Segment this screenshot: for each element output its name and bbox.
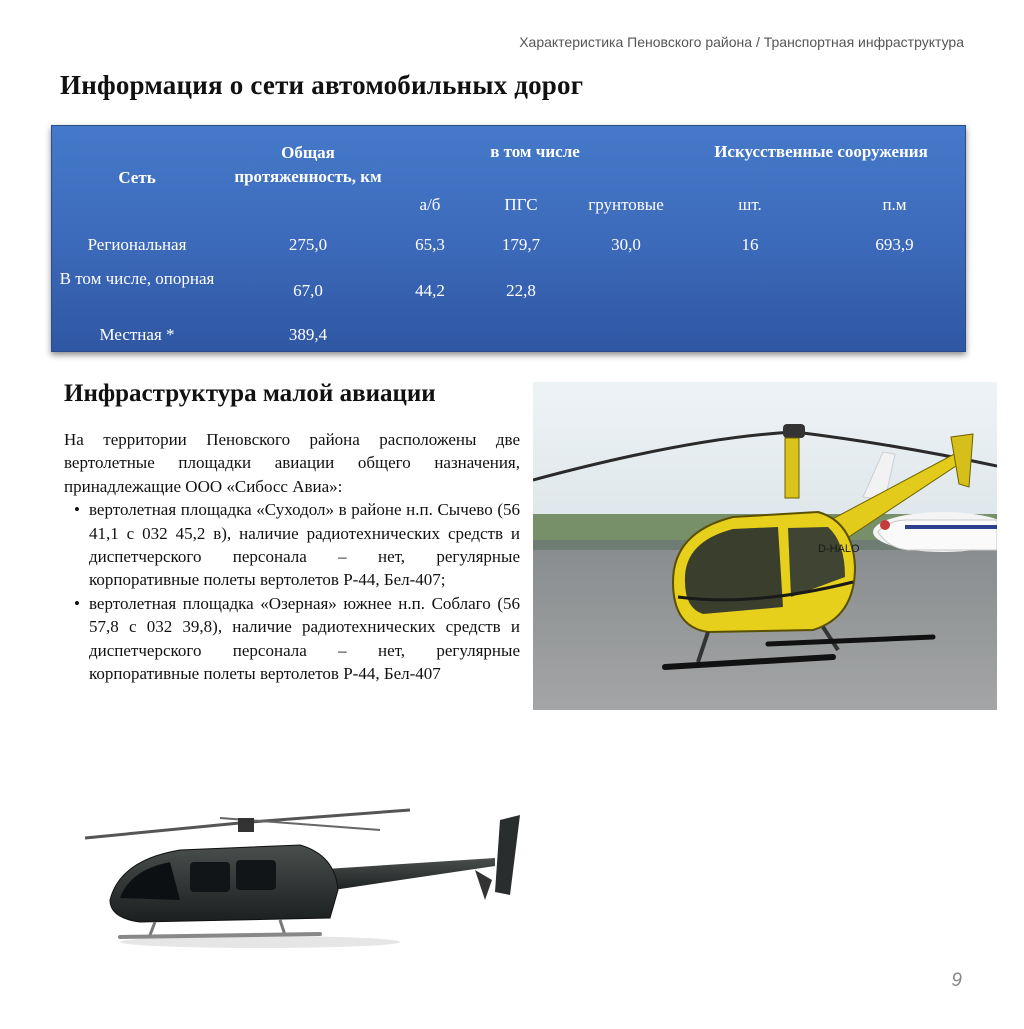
row-pgs: 22,8 [506,281,536,300]
row-ab: 65,3 [415,235,445,254]
row-name: В том числе, опорная [59,269,215,288]
row-pgs: 179,7 [501,235,541,254]
page-number: 9 [951,970,962,991]
aviation-title: Инфраструктура малой авиации [64,380,436,407]
row-pm: 693,9 [875,235,914,254]
header-sht: шт. [738,195,762,214]
header-network: Сеть [118,168,156,187]
roads-title: Информация о сети автомобильных дорог [60,70,584,100]
yellow-helicopter-photo [533,382,997,710]
header-gruntovye: грунтовые [588,195,664,214]
list-item: • вертолетная площадка «Суходол» в районе н.п. Сычево (56 41,1 с 032 45,2 в), наличие радиотехнических средств и диспетчерского персонала – нет, регулярные корпоративные полеты вертолетов Р-44, Бел-407; [64,498,520,592]
header-group-including: в том числе [490,142,580,161]
breadcrumb: Характеристика Пеновского района / Транспортная инфраструктура [519,34,964,50]
row-name: Местная * [99,325,175,344]
header-total-length: Общая протяженность, км [234,143,382,186]
row-sht: 16 [741,235,759,254]
roads-table [51,125,966,352]
row-name: Региональная [87,235,187,254]
svg-text:D-HALO: D-HALO [818,543,860,555]
header-pgs: ПГС [504,195,538,214]
black-helicopter-photo [80,800,540,950]
header-group-structures: Искусственные сооружения [714,142,928,161]
row-total: 67,0 [293,281,323,300]
row-total: 389,4 [288,325,328,344]
helipad-list [64,498,520,685]
list-item: • вертолетная площадка «Озерная» южнее н.п. Соблаго (56 57,8 с 032 39,8), наличие радиотехнических средств и диспетчерского персонала – нет, регулярные корпоративные полеты вертолетов Р-44, Бел-407 [64,592,520,686]
row-ab: 44,2 [415,281,445,300]
header-pm: п.м [882,195,907,214]
aviation-text [64,428,520,685]
aviation-intro: На территории Пеновского района расположены две вертолетные площадки авиации общего назначения, принадлежащие ООО «Сибосс Авиа»: [64,430,520,496]
row-grunt: 30,0 [611,235,641,254]
row-total: 275,0 [288,235,328,254]
header-ab: а/б [419,195,441,214]
